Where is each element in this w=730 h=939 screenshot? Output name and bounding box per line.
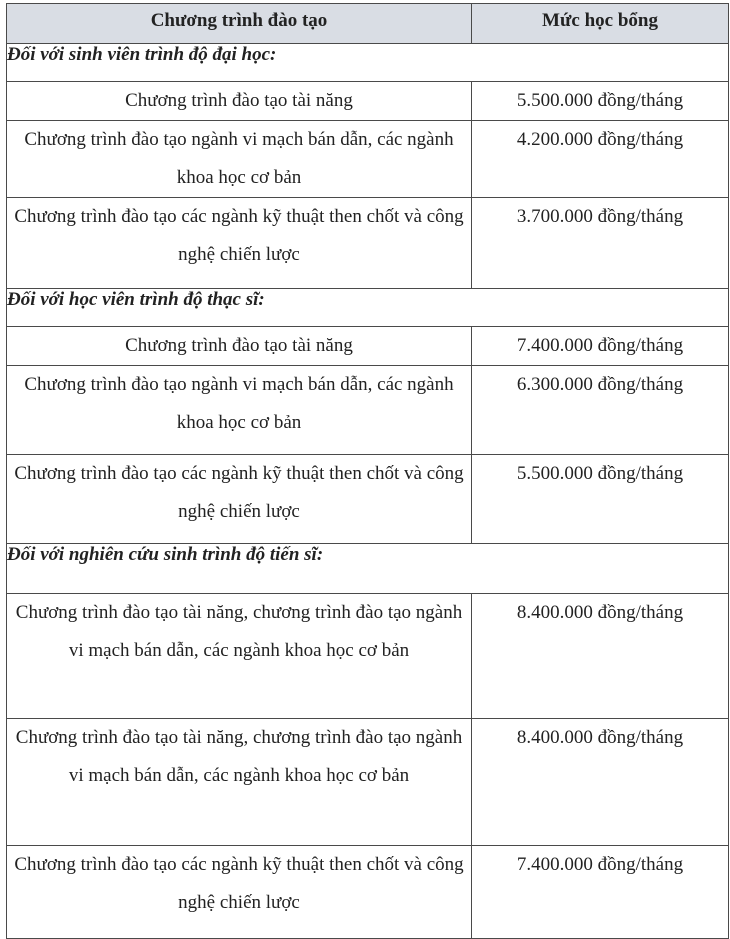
table-row <box>7 366 729 455</box>
program-cell: Chương trình đào tạo tài năng, chương trình đào tạo ngành vi mạch bán dẫn, các ngành khoa học cơ bản <box>7 719 472 846</box>
section-title: Đối với nghiên cứu sinh trình độ tiến sĩ: <box>7 544 729 594</box>
table-row <box>7 846 729 939</box>
amount-cell: 4.200.000 đồng/tháng <box>472 121 729 198</box>
header-scholarship: Mức học bổng <box>472 4 729 44</box>
program-cell: Chương trình đào tạo tài năng <box>7 82 472 121</box>
amount-cell: 6.300.000 đồng/tháng <box>472 366 729 455</box>
amount-cell: 5.500.000 đồng/tháng <box>472 82 729 121</box>
program-cell: Chương trình đào tạo các ngành kỹ thuật then chốt và công nghệ chiến lược <box>7 455 472 544</box>
program-cell: Chương trình đào tạo tài năng <box>7 327 472 366</box>
table-row <box>7 455 729 544</box>
program-cell: Chương trình đào tạo các ngành kỹ thuật then chốt và công nghệ chiến lược <box>7 198 472 289</box>
section-row <box>7 44 729 82</box>
program-cell: Chương trình đào tạo ngành vi mạch bán dẫn, các ngành khoa học cơ bản <box>7 121 472 198</box>
amount-cell: 7.400.000 đồng/tháng <box>472 327 729 366</box>
table-row <box>7 198 729 289</box>
section-title: Đối với học viên trình độ thạc sĩ: <box>7 289 729 327</box>
amount-cell: 5.500.000 đồng/tháng <box>472 455 729 544</box>
table-row <box>7 121 729 198</box>
section-title: Đối với sinh viên trình độ đại học: <box>7 44 729 82</box>
table-row <box>7 327 729 366</box>
program-cell: Chương trình đào tạo ngành vi mạch bán dẫn, các ngành khoa học cơ bản <box>7 366 472 455</box>
amount-cell: 8.400.000 đồng/tháng <box>472 594 729 719</box>
table-row <box>7 82 729 121</box>
section-row <box>7 544 729 594</box>
header-row <box>7 4 729 44</box>
amount-cell: 8.400.000 đồng/tháng <box>472 719 729 846</box>
program-cell: Chương trình đào tạo tài năng, chương trình đào tạo ngành vi mạch bán dẫn, các ngành khoa học cơ bản <box>7 594 472 719</box>
table-row <box>7 594 729 719</box>
section-row <box>7 289 729 327</box>
scholarship-table <box>6 3 729 939</box>
amount-cell: 7.400.000 đồng/tháng <box>472 846 729 939</box>
header-program: Chương trình đào tạo <box>7 4 472 44</box>
program-cell: Chương trình đào tạo các ngành kỹ thuật then chốt và công nghệ chiến lược <box>7 846 472 939</box>
table-row <box>7 719 729 846</box>
amount-cell: 3.700.000 đồng/tháng <box>472 198 729 289</box>
